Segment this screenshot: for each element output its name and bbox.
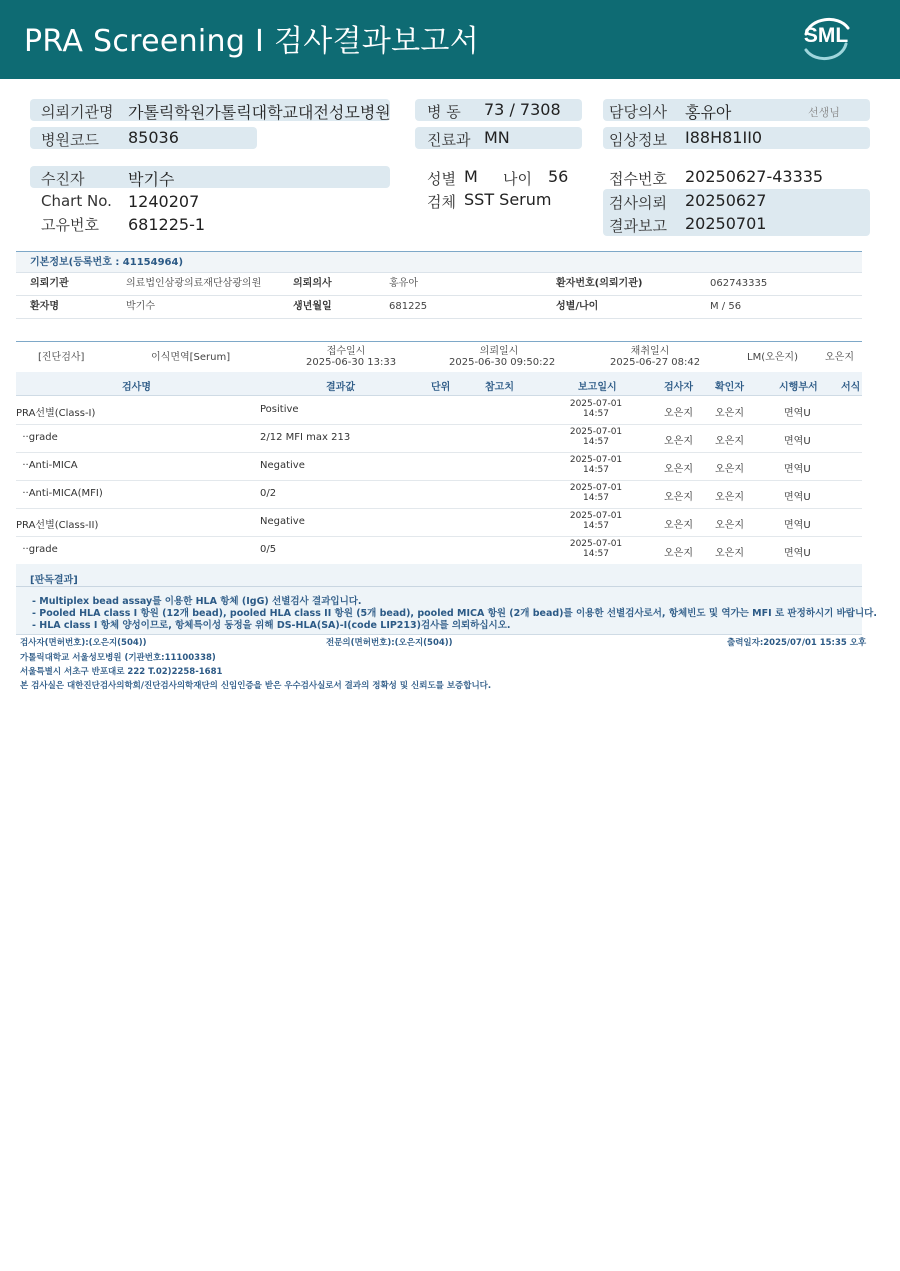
hospital-code-value: 85036 — [128, 128, 179, 147]
dept: 면역U — [784, 464, 811, 475]
tester: 오은지 — [664, 436, 693, 447]
specimen-label: 검체 — [427, 193, 456, 211]
footer-printed: 출력일자:2025/07/01 15:35 오후 — [727, 638, 867, 648]
report-day: 2025-07-01 — [569, 399, 623, 409]
chart-label: Chart No. — [41, 192, 112, 210]
report-time: 14:57 — [583, 493, 609, 503]
lm-person: LM(오은지) — [747, 352, 798, 363]
report-time: 14:57 — [583, 549, 609, 559]
report-time: 14:57 — [583, 465, 609, 475]
doctor-key: 의뢰의사 — [293, 278, 332, 289]
test-result: 2/12 MFI max 213 — [260, 432, 351, 443]
report-time: 14:57 — [583, 437, 609, 447]
tester: 오은지 — [664, 492, 693, 503]
checker: 오은지 — [715, 464, 744, 475]
report-day: 2025-07-01 — [569, 539, 623, 549]
institution-label: 의뢰기관명 — [41, 103, 114, 121]
receipt-label: 접수번호 — [609, 170, 667, 188]
ward-label: 병 동 — [427, 103, 461, 121]
footer-lab-name: 가톨릭대학교 서울성모병원 (기관번호:11100338) — [20, 653, 216, 663]
report-value: 20250701 — [685, 214, 767, 233]
logo-text: SML — [803, 24, 849, 47]
report-header — [0, 0, 900, 79]
judgement-divider — [16, 586, 862, 587]
dept-label: 진료과 — [427, 131, 471, 149]
patient-label: 수진자 — [41, 170, 85, 188]
report-day: 2025-07-01 — [569, 511, 623, 521]
institution-val: 의료법인삼광의료재단삼광의원 — [126, 278, 262, 289]
sml-logo — [798, 12, 854, 66]
results-table-header — [16, 372, 862, 396]
clinical-value: I88H81II0 — [685, 128, 763, 147]
table-row — [16, 424, 862, 453]
institution-key: 의뢰기관 — [30, 278, 69, 289]
col-report-date: 보고일시 — [578, 382, 617, 393]
judgement-title: [판독결과] — [30, 575, 78, 586]
sex-label: 성별 — [427, 170, 456, 188]
tester: 오은지 — [664, 520, 693, 531]
patient-name-key: 환자명 — [30, 301, 59, 312]
col-form: 서식 — [841, 382, 861, 393]
footer-cert: 본 검사실은 대한진단검사의학회/진단검사의학재단의 신임인증을 받은 우수검사실로서 결과의 정확성 및 신뢰도를 보증합니다. — [20, 681, 492, 691]
dept: 면역U — [784, 520, 811, 531]
clinical-label: 임상정보 — [609, 131, 667, 149]
report-label: 결과보고 — [609, 217, 667, 235]
report-day: 2025-07-01 — [569, 455, 623, 465]
judgement-section — [16, 564, 877, 635]
requested-label: 의뢰일시 — [479, 346, 519, 357]
test-result: 0/5 — [260, 544, 277, 555]
report-date — [566, 511, 626, 531]
patient-value: 박기수 — [128, 170, 175, 189]
birth-key: 생년월일 — [293, 301, 332, 312]
basic-info-title: 기본정보(등록번호 : 41154964) — [16, 251, 862, 273]
patient-name-val: 박기수 — [126, 301, 155, 312]
table-row — [16, 480, 862, 509]
col-dept: 시행부서 — [779, 382, 818, 393]
dept-value: MN — [484, 128, 510, 147]
basic-info-row — [16, 273, 862, 296]
test-result: Positive — [260, 404, 299, 415]
col-tester: 검사자 — [664, 382, 693, 393]
table-row — [16, 396, 862, 425]
test-name: ··Anti-MICA — [16, 460, 78, 471]
table-row — [16, 452, 862, 481]
test-result: 0/2 — [260, 488, 277, 499]
report-day: 2025-07-01 — [569, 427, 623, 437]
basic-info-row — [16, 296, 862, 319]
test-result: Negative — [260, 516, 305, 527]
table-row — [16, 508, 862, 537]
unique-label: 고유번호 — [41, 216, 99, 234]
checker: 오은지 — [715, 408, 744, 419]
chart-value: 1240207 — [128, 192, 200, 211]
checker: 오은지 — [715, 492, 744, 503]
hospital-code-label: 병원코드 — [41, 131, 99, 149]
table-row — [16, 536, 862, 565]
report-day: 2025-07-01 — [569, 483, 623, 493]
report-date — [566, 399, 626, 419]
col-unit: 단위 — [431, 382, 451, 393]
specimen-value: SST Serum — [464, 190, 552, 209]
checker: 오은지 — [715, 436, 744, 447]
sex-age-key: 성별/나이 — [556, 301, 599, 312]
col-result: 결과값 — [326, 382, 355, 393]
test-name: ··grade — [16, 544, 58, 555]
test-name: ··Anti-MICA(MFI) — [16, 488, 103, 499]
patient-no-val: 062743335 — [710, 278, 768, 289]
request-label: 검사의뢰 — [609, 194, 667, 212]
col-ref: 참고치 — [485, 382, 514, 393]
requested-value: 2025-06-30 09:50:22 — [449, 357, 556, 368]
footer-tester: 검사자(면허번호):(오은지(504)) — [20, 638, 147, 648]
footer-address: 서울특별시 서초구 반포대로 222 T.02)2258-1681 — [20, 667, 223, 677]
report-date — [566, 539, 626, 559]
patient-no-key: 환자번호(의뢰기관) — [556, 278, 643, 289]
report-date — [566, 427, 626, 447]
test-name: ··grade — [16, 432, 58, 443]
birth-val: 681225 — [389, 301, 428, 312]
checker: 오은지 — [715, 520, 744, 531]
tester: 오은지 — [664, 464, 693, 475]
doctor-suffix: 선생님 — [808, 106, 840, 119]
report-time: 14:57 — [583, 409, 609, 419]
test-name: PRA선별(Class-II) — [16, 520, 99, 531]
report-title: PRA Screening Ⅰ 검사결과보고서 — [24, 24, 479, 59]
sample-person: 오은지 — [825, 352, 854, 363]
judgement-line: - HLA class I 항체 양성이므로, 항체특이성 동정을 위해 DS-HLA(SA)-I(code LIP213)검사를 의뢰하십시오. — [32, 620, 511, 631]
test-result: Negative — [260, 460, 305, 471]
tester: 오은지 — [664, 408, 693, 419]
receipt-value: 20250627-43335 — [685, 167, 824, 186]
request-value: 20250627 — [685, 191, 767, 210]
age-value: 56 — [548, 167, 569, 186]
report-date — [566, 455, 626, 475]
doctor-label: 담당의사 — [609, 103, 667, 121]
dept: 면역U — [784, 436, 811, 447]
report-date — [566, 483, 626, 503]
dept: 면역U — [784, 408, 811, 419]
col-name: 검사명 — [122, 382, 151, 393]
sample-category: [진단검사] — [38, 352, 85, 363]
tester: 오은지 — [664, 548, 693, 559]
dept: 면역U — [784, 492, 811, 503]
collected-label: 채취일시 — [630, 346, 670, 357]
age-label: 나이 — [503, 170, 532, 188]
footer-specialist: 전문의(면허번호):(오은지(504)) — [326, 638, 453, 648]
sample-specimen: 이식면역[Serum] — [151, 352, 231, 363]
dept: 면역U — [784, 548, 811, 559]
col-checker: 확인자 — [715, 382, 744, 393]
doctor-val: 홍유아 — [389, 278, 418, 289]
doctor-value: 홍유아 — [685, 103, 732, 122]
sample-info — [16, 341, 862, 373]
sex-age-val: M / 56 — [710, 301, 742, 312]
checker: 오은지 — [715, 548, 744, 559]
report-time: 14:57 — [583, 521, 609, 531]
unique-value: 681225-1 — [128, 215, 206, 234]
collected-value: 2025-06-27 08:42 — [610, 357, 701, 368]
institution-value: 가톨릭학원가톨릭대학교대전성모병원 — [128, 103, 391, 122]
received-value: 2025-06-30 13:33 — [306, 357, 397, 368]
judgement-line: - Pooled HLA class I 항원 (12개 bead), pooled HLA class II 항원 (5개 bead), pooled MICA 항원 (2개 bead)를 이용한 선별검사로서, 항체빈도 및 역가는 MFI 로 판정하시기 바랍니다. — [32, 608, 877, 619]
sex-value: M — [464, 167, 478, 186]
received-label: 접수일시 — [326, 346, 366, 357]
judgement-line: - Multiplex bead assay를 이용한 HLA 항체 (IgG) 선별검사 결과입니다. — [32, 596, 362, 607]
test-name: PRA선별(Class-I) — [16, 408, 96, 419]
ward-value: 73 / 7308 — [484, 100, 561, 119]
